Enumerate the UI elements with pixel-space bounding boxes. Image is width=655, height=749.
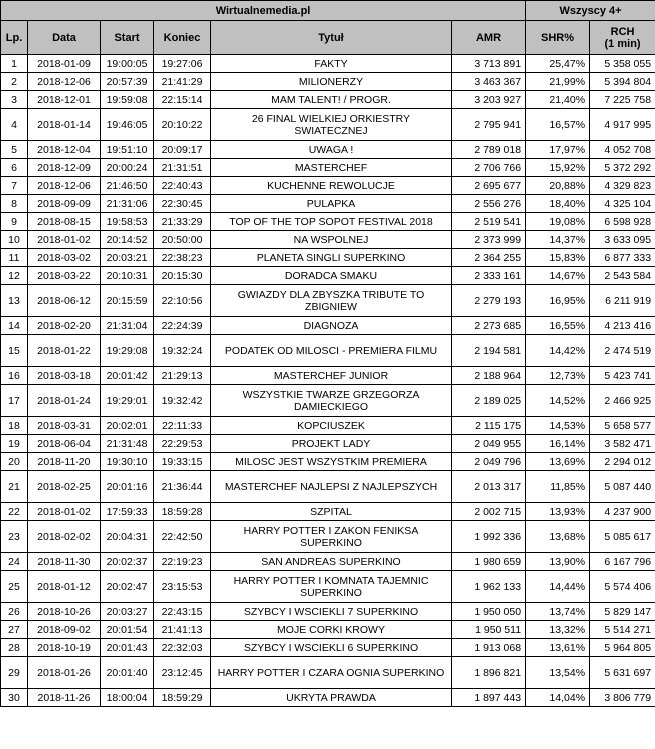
cell-start: 20:02:37 bbox=[101, 553, 154, 571]
cell-start: 19:58:53 bbox=[101, 213, 154, 231]
cell-rch: 6 167 796 bbox=[590, 553, 655, 571]
cell-data: 2018-01-24 bbox=[28, 385, 101, 417]
table-row bbox=[1, 335, 655, 367]
cell-amr: 2 194 581 bbox=[452, 335, 526, 367]
cell-tytul: UKRYTA PRAWDA bbox=[211, 689, 452, 707]
cell-lp: 14 bbox=[1, 317, 28, 335]
table-row bbox=[1, 177, 655, 195]
cell-koniec: 22:43:15 bbox=[154, 603, 211, 621]
cell-lp: 15 bbox=[1, 335, 28, 367]
cell-start: 20:00:24 bbox=[101, 159, 154, 177]
cell-data: 2018-12-06 bbox=[28, 73, 101, 91]
cell-data: 2018-01-02 bbox=[28, 503, 101, 521]
cell-start: 21:31:06 bbox=[101, 195, 154, 213]
cell-amr: 1 962 133 bbox=[452, 571, 526, 603]
table-row bbox=[1, 503, 655, 521]
cell-data: 2018-02-25 bbox=[28, 471, 101, 503]
cell-shr: 19,08% bbox=[526, 213, 590, 231]
cell-start: 21:31:04 bbox=[101, 317, 154, 335]
cell-data: 2018-09-09 bbox=[28, 195, 101, 213]
cell-shr: 15,92% bbox=[526, 159, 590, 177]
cell-shr: 14,53% bbox=[526, 417, 590, 435]
cell-koniec: 22:24:39 bbox=[154, 317, 211, 335]
cell-rch: 2 543 584 bbox=[590, 267, 655, 285]
cell-data: 2018-01-12 bbox=[28, 571, 101, 603]
cell-amr: 2 115 175 bbox=[452, 417, 526, 435]
cell-rch: 5 358 055 bbox=[590, 55, 655, 73]
cell-lp: 10 bbox=[1, 231, 28, 249]
table-row bbox=[1, 571, 655, 603]
header-group-row bbox=[1, 1, 655, 21]
cell-data: 2018-01-22 bbox=[28, 335, 101, 367]
cell-start: 19:29:08 bbox=[101, 335, 154, 367]
cell-tytul: PODATEK OD MILOSCI - PREMIERA FILMU bbox=[211, 335, 452, 367]
table-row bbox=[1, 109, 655, 141]
cell-koniec: 22:11:33 bbox=[154, 417, 211, 435]
cell-koniec: 21:41:29 bbox=[154, 73, 211, 91]
cell-rch: 5 372 292 bbox=[590, 159, 655, 177]
cell-tytul: KUCHENNE REWOLUCJE bbox=[211, 177, 452, 195]
cell-shr: 17,97% bbox=[526, 141, 590, 159]
col-amr: AMR bbox=[452, 21, 526, 55]
cell-lp: 2 bbox=[1, 73, 28, 91]
table-body bbox=[1, 55, 655, 707]
cell-lp: 8 bbox=[1, 195, 28, 213]
table-row bbox=[1, 249, 655, 267]
cell-lp: 29 bbox=[1, 657, 28, 689]
cell-tytul: MASTERCHEF JUNIOR bbox=[211, 367, 452, 385]
cell-lp: 9 bbox=[1, 213, 28, 231]
cell-koniec: 20:50:00 bbox=[154, 231, 211, 249]
cell-rch: 5 574 406 bbox=[590, 571, 655, 603]
cell-amr: 1 980 659 bbox=[452, 553, 526, 571]
cell-rch: 6 211 919 bbox=[590, 285, 655, 317]
cell-start: 20:01:54 bbox=[101, 621, 154, 639]
cell-amr: 2 706 766 bbox=[452, 159, 526, 177]
cell-rch: 7 225 758 bbox=[590, 91, 655, 109]
cell-lp: 3 bbox=[1, 91, 28, 109]
cell-data: 2018-11-20 bbox=[28, 453, 101, 471]
cell-koniec: 22:42:50 bbox=[154, 521, 211, 553]
cell-lp: 5 bbox=[1, 141, 28, 159]
cell-start: 17:59:33 bbox=[101, 503, 154, 521]
cell-shr: 11,85% bbox=[526, 471, 590, 503]
cell-shr: 13,54% bbox=[526, 657, 590, 689]
cell-amr: 2 695 677 bbox=[452, 177, 526, 195]
cell-shr: 14,04% bbox=[526, 689, 590, 707]
cell-lp: 6 bbox=[1, 159, 28, 177]
cell-start: 18:00:04 bbox=[101, 689, 154, 707]
cell-lp: 12 bbox=[1, 267, 28, 285]
cell-data: 2018-06-04 bbox=[28, 435, 101, 453]
cell-shr: 14,52% bbox=[526, 385, 590, 417]
cell-shr: 13,69% bbox=[526, 453, 590, 471]
cell-start: 21:46:50 bbox=[101, 177, 154, 195]
cell-tytul: MILOSC JEST WSZYSTKIM PREMIERA bbox=[211, 453, 452, 471]
cell-amr: 1 950 050 bbox=[452, 603, 526, 621]
cell-amr: 1 992 336 bbox=[452, 521, 526, 553]
header-columns-row bbox=[1, 21, 655, 55]
cell-data: 2018-12-01 bbox=[28, 91, 101, 109]
cell-start: 20:01:43 bbox=[101, 639, 154, 657]
cell-koniec: 18:59:28 bbox=[154, 503, 211, 521]
cell-lp: 23 bbox=[1, 521, 28, 553]
cell-lp: 25 bbox=[1, 571, 28, 603]
cell-koniec: 22:38:23 bbox=[154, 249, 211, 267]
cell-amr: 2 049 796 bbox=[452, 453, 526, 471]
cell-amr: 1 950 511 bbox=[452, 621, 526, 639]
cell-tytul: UWAGA ! bbox=[211, 141, 452, 159]
cell-tytul: MILIONERZY bbox=[211, 73, 452, 91]
cell-data: 2018-12-06 bbox=[28, 177, 101, 195]
cell-start: 20:02:01 bbox=[101, 417, 154, 435]
table-row bbox=[1, 521, 655, 553]
cell-amr: 2 013 317 bbox=[452, 471, 526, 503]
cell-amr: 2 188 964 bbox=[452, 367, 526, 385]
cell-koniec: 20:10:22 bbox=[154, 109, 211, 141]
cell-tytul: PULAPKA bbox=[211, 195, 452, 213]
cell-rch: 4 213 416 bbox=[590, 317, 655, 335]
cell-rch: 2 474 519 bbox=[590, 335, 655, 367]
cell-shr: 16,55% bbox=[526, 317, 590, 335]
cell-tytul: PLANETA SINGLI SUPERKINO bbox=[211, 249, 452, 267]
cell-rch: 3 633 095 bbox=[590, 231, 655, 249]
cell-start: 20:15:59 bbox=[101, 285, 154, 317]
cell-amr: 2 189 025 bbox=[452, 385, 526, 417]
cell-shr: 14,44% bbox=[526, 571, 590, 603]
cell-koniec: 21:31:51 bbox=[154, 159, 211, 177]
cell-koniec: 22:19:23 bbox=[154, 553, 211, 571]
cell-amr: 1 913 068 bbox=[452, 639, 526, 657]
cell-lp: 17 bbox=[1, 385, 28, 417]
table-row bbox=[1, 213, 655, 231]
cell-rch: 3 806 779 bbox=[590, 689, 655, 707]
col-data: Data bbox=[28, 21, 101, 55]
cell-tytul: SZYBCY I WSCIEKLI 7 SUPERKINO bbox=[211, 603, 452, 621]
source-header: Wirtualnemedia.pl bbox=[1, 1, 526, 21]
cell-data: 2018-09-02 bbox=[28, 621, 101, 639]
cell-tytul: DORADCA SMAKU bbox=[211, 267, 452, 285]
cell-start: 19:00:05 bbox=[101, 55, 154, 73]
cell-data: 2018-03-31 bbox=[28, 417, 101, 435]
cell-lp: 24 bbox=[1, 553, 28, 571]
cell-rch: 5 631 697 bbox=[590, 657, 655, 689]
cell-start: 20:02:47 bbox=[101, 571, 154, 603]
cell-data: 2018-10-19 bbox=[28, 639, 101, 657]
cell-data: 2018-02-02 bbox=[28, 521, 101, 553]
cell-start: 21:31:48 bbox=[101, 435, 154, 453]
table-row bbox=[1, 603, 655, 621]
cell-shr: 21,99% bbox=[526, 73, 590, 91]
table-row bbox=[1, 639, 655, 657]
cell-shr: 13,32% bbox=[526, 621, 590, 639]
cell-koniec: 21:33:29 bbox=[154, 213, 211, 231]
cell-shr: 14,37% bbox=[526, 231, 590, 249]
cell-start: 20:03:21 bbox=[101, 249, 154, 267]
cell-lp: 28 bbox=[1, 639, 28, 657]
table-row bbox=[1, 435, 655, 453]
table-row bbox=[1, 55, 655, 73]
cell-shr: 25,47% bbox=[526, 55, 590, 73]
cell-lp: 21 bbox=[1, 471, 28, 503]
table-row bbox=[1, 471, 655, 503]
cell-lp: 16 bbox=[1, 367, 28, 385]
cell-amr: 2 333 161 bbox=[452, 267, 526, 285]
cell-lp: 20 bbox=[1, 453, 28, 471]
cell-amr: 1 896 821 bbox=[452, 657, 526, 689]
cell-start: 19:30:10 bbox=[101, 453, 154, 471]
cell-shr: 16,57% bbox=[526, 109, 590, 141]
table-row bbox=[1, 141, 655, 159]
cell-data: 2018-03-02 bbox=[28, 249, 101, 267]
cell-koniec: 22:15:14 bbox=[154, 91, 211, 109]
cell-amr: 2 519 541 bbox=[452, 213, 526, 231]
cell-tytul: NA WSPOLNEJ bbox=[211, 231, 452, 249]
cell-tytul: FAKTY bbox=[211, 55, 452, 73]
cell-koniec: 22:30:45 bbox=[154, 195, 211, 213]
cell-shr: 14,42% bbox=[526, 335, 590, 367]
cell-shr: 14,67% bbox=[526, 267, 590, 285]
table-row bbox=[1, 417, 655, 435]
cell-lp: 4 bbox=[1, 109, 28, 141]
table-row bbox=[1, 657, 655, 689]
cell-data: 2018-03-22 bbox=[28, 267, 101, 285]
cell-rch: 6 877 333 bbox=[590, 249, 655, 267]
cell-data: 2018-08-15 bbox=[28, 213, 101, 231]
cell-tytul: HARRY POTTER I CZARA OGNIA SUPERKINO bbox=[211, 657, 452, 689]
cell-tytul: MAM TALENT! / PROGR. bbox=[211, 91, 452, 109]
cell-tytul: WSZYSTKIE TWARZE GRZEGORZA DAMIECKIEGO bbox=[211, 385, 452, 417]
cell-rch: 3 582 471 bbox=[590, 435, 655, 453]
col-start: Start bbox=[101, 21, 154, 55]
cell-data: 2018-01-09 bbox=[28, 55, 101, 73]
table-row bbox=[1, 689, 655, 707]
cell-koniec: 21:29:13 bbox=[154, 367, 211, 385]
cell-tytul: KOPCIUSZEK bbox=[211, 417, 452, 435]
cell-rch: 5 514 271 bbox=[590, 621, 655, 639]
cell-data: 2018-06-12 bbox=[28, 285, 101, 317]
cell-amr: 3 713 891 bbox=[452, 55, 526, 73]
cell-tytul: SAN ANDREAS SUPERKINO bbox=[211, 553, 452, 571]
table-row bbox=[1, 367, 655, 385]
cell-start: 20:01:42 bbox=[101, 367, 154, 385]
cell-koniec: 22:29:53 bbox=[154, 435, 211, 453]
cell-amr: 3 203 927 bbox=[452, 91, 526, 109]
cell-shr: 21,40% bbox=[526, 91, 590, 109]
cell-tytul: SZPITAL bbox=[211, 503, 452, 521]
cell-koniec: 22:10:56 bbox=[154, 285, 211, 317]
cell-koniec: 22:32:03 bbox=[154, 639, 211, 657]
cell-koniec: 20:15:30 bbox=[154, 267, 211, 285]
cell-amr: 2 373 999 bbox=[452, 231, 526, 249]
cell-start: 20:01:40 bbox=[101, 657, 154, 689]
cell-tytul: DIAGNOZA bbox=[211, 317, 452, 335]
cell-rch: 4 325 104 bbox=[590, 195, 655, 213]
cell-lp: 11 bbox=[1, 249, 28, 267]
cell-data: 2018-10-26 bbox=[28, 603, 101, 621]
cell-rch: 4 052 708 bbox=[590, 141, 655, 159]
cell-rch: 5 394 804 bbox=[590, 73, 655, 91]
cell-tytul: TOP OF THE TOP SOPOT FESTIVAL 2018 bbox=[211, 213, 452, 231]
cell-rch: 5 423 741 bbox=[590, 367, 655, 385]
table-row bbox=[1, 267, 655, 285]
cell-rch: 5 964 805 bbox=[590, 639, 655, 657]
cell-koniec: 20:09:17 bbox=[154, 141, 211, 159]
cell-shr: 13,90% bbox=[526, 553, 590, 571]
cell-rch: 5 658 577 bbox=[590, 417, 655, 435]
cell-shr: 15,83% bbox=[526, 249, 590, 267]
cell-amr: 2 273 685 bbox=[452, 317, 526, 335]
cell-rch: 5 085 617 bbox=[590, 521, 655, 553]
cell-tytul: SZYBCY I WSCIEKLI 6 SUPERKINO bbox=[211, 639, 452, 657]
cell-shr: 13,61% bbox=[526, 639, 590, 657]
cell-start: 19:29:01 bbox=[101, 385, 154, 417]
cell-tytul: 26 FINAL WIELKIEJ ORKIESTRY SWIATECZNEJ bbox=[211, 109, 452, 141]
cell-amr: 2 002 715 bbox=[452, 503, 526, 521]
cell-lp: 26 bbox=[1, 603, 28, 621]
cell-start: 20:03:27 bbox=[101, 603, 154, 621]
col-lp: Lp. bbox=[1, 21, 28, 55]
col-rch-label: RCH bbox=[610, 25, 635, 38]
cell-data: 2018-01-02 bbox=[28, 231, 101, 249]
col-tytul: Tytuł bbox=[211, 21, 452, 55]
cell-shr: 13,93% bbox=[526, 503, 590, 521]
table-row bbox=[1, 317, 655, 335]
table-row bbox=[1, 553, 655, 571]
cell-data: 2018-12-04 bbox=[28, 141, 101, 159]
cell-data: 2018-01-14 bbox=[28, 109, 101, 141]
cell-start: 19:59:08 bbox=[101, 91, 154, 109]
cell-rch: 5 829 147 bbox=[590, 603, 655, 621]
cell-lp: 18 bbox=[1, 417, 28, 435]
table-row bbox=[1, 453, 655, 471]
table-row bbox=[1, 91, 655, 109]
cell-koniec: 22:40:43 bbox=[154, 177, 211, 195]
cell-data: 2018-11-26 bbox=[28, 689, 101, 707]
cell-lp: 27 bbox=[1, 621, 28, 639]
cell-tytul: PROJEKT LADY bbox=[211, 435, 452, 453]
cell-koniec: 18:59:29 bbox=[154, 689, 211, 707]
cell-koniec: 19:33:15 bbox=[154, 453, 211, 471]
cell-rch: 2 294 012 bbox=[590, 453, 655, 471]
cell-koniec: 23:15:53 bbox=[154, 571, 211, 603]
cell-start: 20:10:31 bbox=[101, 267, 154, 285]
cell-start: 20:04:31 bbox=[101, 521, 154, 553]
table-row bbox=[1, 195, 655, 213]
cell-lp: 19 bbox=[1, 435, 28, 453]
cell-koniec: 19:32:24 bbox=[154, 335, 211, 367]
cell-rch: 4 329 823 bbox=[590, 177, 655, 195]
cell-start: 19:51:10 bbox=[101, 141, 154, 159]
table-row bbox=[1, 231, 655, 249]
cell-amr: 2 789 018 bbox=[452, 141, 526, 159]
cell-tytul: MOJE CORKI KROWY bbox=[211, 621, 452, 639]
cell-amr: 3 463 367 bbox=[452, 73, 526, 91]
cell-data: 2018-12-09 bbox=[28, 159, 101, 177]
table-row bbox=[1, 621, 655, 639]
cell-rch: 4 917 995 bbox=[590, 109, 655, 141]
cell-tytul: GWIAZDY DLA ZBYSZKA TRIBUTE TO ZBIGNIEW bbox=[211, 285, 452, 317]
table-row bbox=[1, 285, 655, 317]
cell-shr: 12,73% bbox=[526, 367, 590, 385]
cell-rch: 4 237 900 bbox=[590, 503, 655, 521]
cell-tytul: HARRY POTTER I KOMNATA TAJEMNIC SUPERKINO bbox=[211, 571, 452, 603]
cell-koniec: 19:32:42 bbox=[154, 385, 211, 417]
cell-rch: 5 087 440 bbox=[590, 471, 655, 503]
cell-start: 19:46:05 bbox=[101, 109, 154, 141]
cell-data: 2018-02-20 bbox=[28, 317, 101, 335]
cell-data: 2018-11-30 bbox=[28, 553, 101, 571]
cell-koniec: 23:12:45 bbox=[154, 657, 211, 689]
cell-lp: 22 bbox=[1, 503, 28, 521]
cell-shr: 16,95% bbox=[526, 285, 590, 317]
cell-tytul: MASTERCHEF NAJLEPSI Z NAJLEPSZYCH bbox=[211, 471, 452, 503]
col-shr: SHR% bbox=[526, 21, 590, 55]
cell-amr: 2 556 276 bbox=[452, 195, 526, 213]
cell-lp: 1 bbox=[1, 55, 28, 73]
cell-amr: 2 364 255 bbox=[452, 249, 526, 267]
cell-shr: 13,74% bbox=[526, 603, 590, 621]
cell-shr: 16,14% bbox=[526, 435, 590, 453]
table-row bbox=[1, 159, 655, 177]
cell-amr: 2 049 955 bbox=[452, 435, 526, 453]
cell-start: 20:01:16 bbox=[101, 471, 154, 503]
cell-shr: 20,88% bbox=[526, 177, 590, 195]
cell-start: 20:14:52 bbox=[101, 231, 154, 249]
cell-lp: 13 bbox=[1, 285, 28, 317]
cell-amr: 1 897 443 bbox=[452, 689, 526, 707]
cell-koniec: 21:36:44 bbox=[154, 471, 211, 503]
cell-tytul: MASTERCHEF bbox=[211, 159, 452, 177]
table-row bbox=[1, 73, 655, 91]
cell-koniec: 21:41:13 bbox=[154, 621, 211, 639]
cell-koniec: 19:27:06 bbox=[154, 55, 211, 73]
col-rch-sub: (1 min) bbox=[604, 37, 641, 50]
cell-lp: 30 bbox=[1, 689, 28, 707]
cell-amr: 2 795 941 bbox=[452, 109, 526, 141]
col-rch bbox=[590, 21, 655, 55]
cell-amr: 2 279 193 bbox=[452, 285, 526, 317]
audience-header: Wszyscy 4+ bbox=[526, 1, 655, 21]
table-row bbox=[1, 385, 655, 417]
cell-data: 2018-03-18 bbox=[28, 367, 101, 385]
col-koniec: Koniec bbox=[154, 21, 211, 55]
cell-data: 2018-01-26 bbox=[28, 657, 101, 689]
cell-tytul: HARRY POTTER I ZAKON FENIKSA SUPERKINO bbox=[211, 521, 452, 553]
cell-start: 20:57:39 bbox=[101, 73, 154, 91]
cell-shr: 13,68% bbox=[526, 521, 590, 553]
cell-rch: 6 598 928 bbox=[590, 213, 655, 231]
cell-shr: 18,40% bbox=[526, 195, 590, 213]
cell-lp: 7 bbox=[1, 177, 28, 195]
cell-rch: 2 466 925 bbox=[590, 385, 655, 417]
